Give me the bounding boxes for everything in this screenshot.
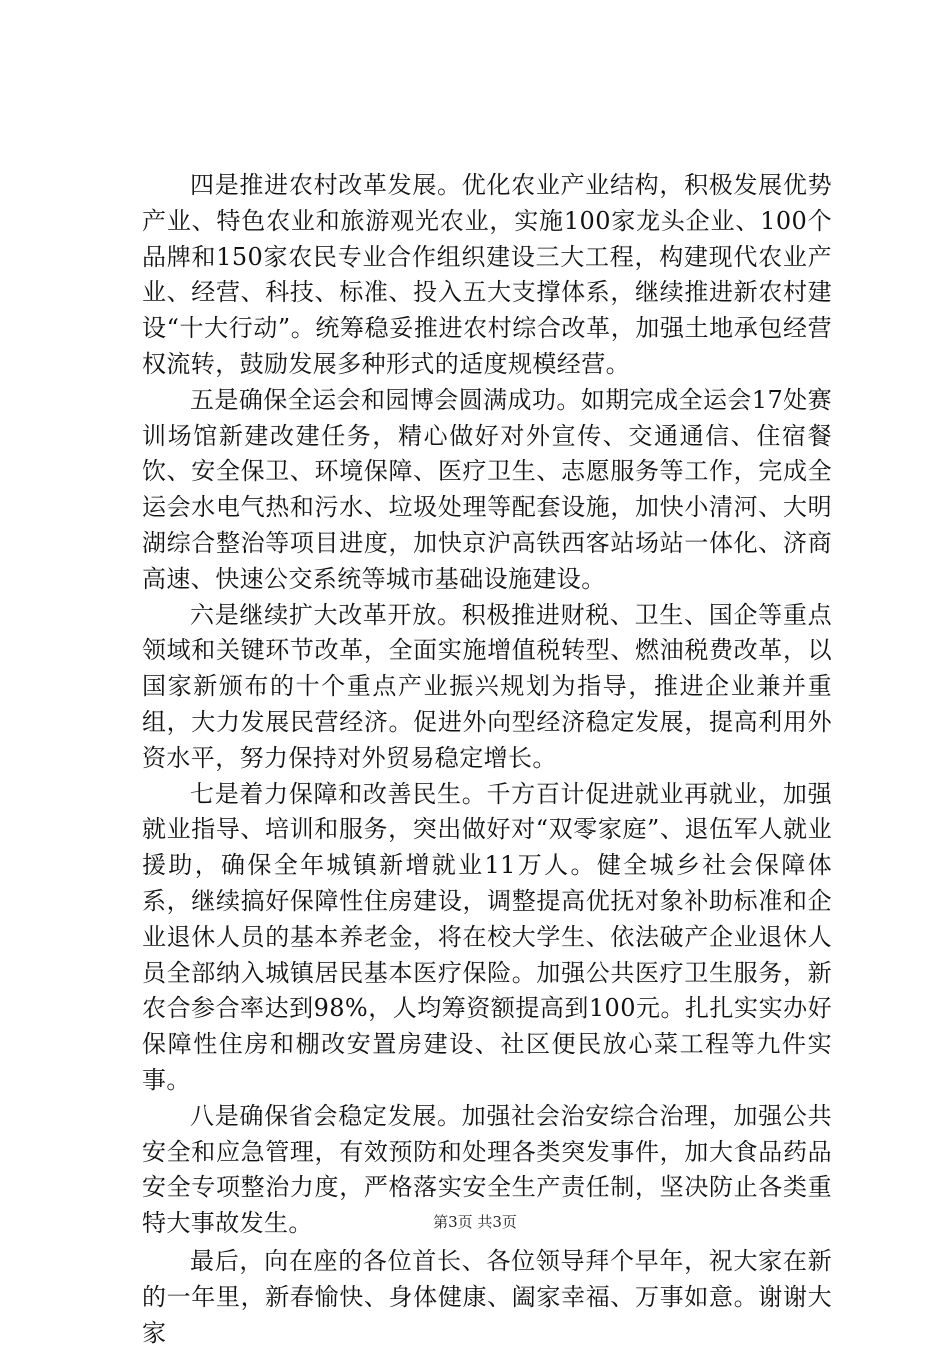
paragraph-reform-opening: 六是继续扩大改革开放。积极推进财税、卫生、国企等重点领域和关键环节改革，全面实施增值税转型、燃油税费改革，以国家新颁布的十个重点产业振兴规划为指导，推进企业兼并重组，大力发展民营经济。促进外向型经济稳定发展，提高利用外资水平，努力保持对外贸易稳定增长。 (142, 600, 832, 772)
paragraph-games-expo: 五是确保全运会和园博会圆满成功。如期完成全运会17处赛训场馆新建改建任务，精心做好对外宣传、交通通信、住宿餐饮、安全保卫、环境保障、医疗卫生、志愿服务等工作，完成全运会水电气热和污水、垃圾处理等配套设施，加快小清河、大明湖综合整治等项目进度，加快京沪高铁西客站场站一体化、济商高速、快速公交系统等城市基础设施建设。 (142, 385, 832, 593)
page-footer: 第3页 共3页 (433, 1213, 517, 1231)
document-body (142, 168, 832, 1351)
paragraph-stability: 八是确保省会稳定发展。加强社会治安综合治理，加强公共安全和应急管理，有效预防和处理各类突发事件，加大食品药品安全专项整治力度，严格落实安全生产责任制，坚决防止各类重特大事故发生。 (142, 1101, 832, 1238)
paragraph-closing: 最后，向在座的各位首长、各位领导拜个早年，祝大家在新的一年里，新春愉快、身体健康、阖家幸福、万事如意。谢谢大家 (142, 1246, 832, 1347)
paragraph-livelihood: 七是着力保障和改善民生。千方百计促进就业再就业，加强就业指导、培训和服务，突出做好对“双零家庭”、退伍军人就业援助，确保全年城镇新增就业11万人。健全城乡社会保障体系，继续搞好保障性住房建设，调整提高优抚对象补助标准和企业退休人员的基本养老金，将在校大学生、依法破产企业退休人员全部纳入城镇居民基本医疗保险。加强公共医疗卫生服务，新农合参合率达到98%，人均筹资额提高到100元。扎扎实实办好保障性住房和棚改安置房建设、社区便民放心菜工程等九件实事。 (142, 779, 832, 1094)
paragraph-rural-reform: 四是推进农村改革发展。优化农业产业结构，积极发展优势产业、特色农业和旅游观光农业，实施100家龙头企业、100个品牌和150家农民专业合作组织建设三大工程，构建现代农业产业、经营、科技、标准、投入五大支撑体系，继续推进新农村建设“十大行动”。统筹稳妥推进农村综合改革，加强土地承包经营权流转，鼓励发展多种形式的适度规模经营。 (142, 171, 832, 378)
